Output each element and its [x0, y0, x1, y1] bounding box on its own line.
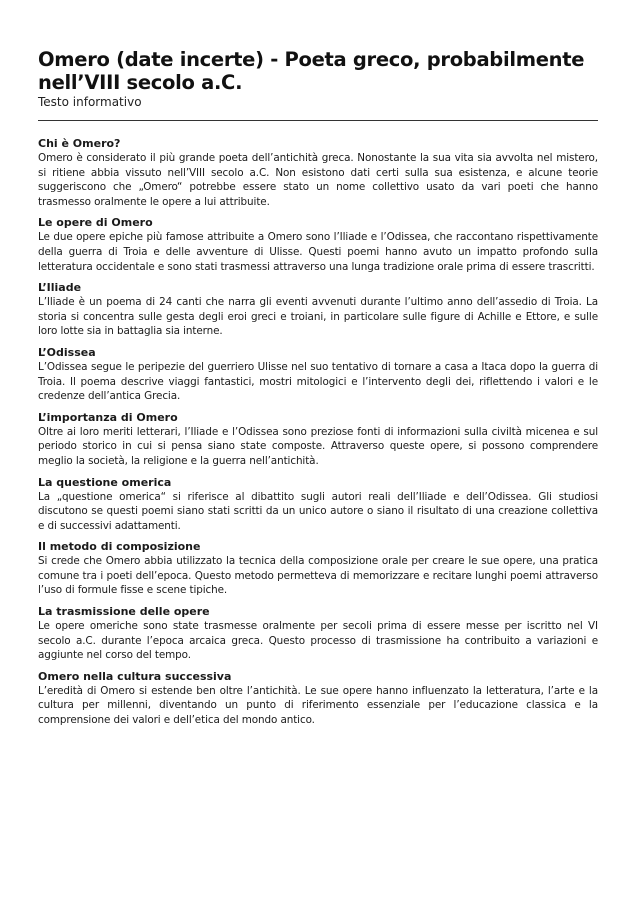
section-heading: L’importanza di Omero [38, 410, 178, 424]
section-heading: La questione omerica [38, 475, 172, 489]
section-paragraph: L’Odissea segue le peripezie del guerriero Ulisse nel suo tentativo di tornare a casa a Itaca dopo la guerra di Troia. Il poema descrive viaggi fantastici, mostri mitologici e l’intervento degli dei, riflettendo i valori e le credenze dell’antica Grecia. [38, 360, 598, 403]
section-paragraph: Omero è considerato il più grande poeta dell’antichità greca. Nonostante la sua vita sia avvolta nel mistero, si ritiene abbia vissuto nell’VIII secolo a.C. Non esistono dati certi sulla sua esistenza, e alcune teorie suggeriscono che „Omero“ potrebbe essere stato un nome collettivo usato da vari poeti che hanno trasmesso oralmente le opere a lui attribuite. [38, 152, 598, 208]
section-cultura-successiva [38, 670, 598, 728]
section-paragraph: Le opere omeriche sono state trasmesse oralmente per secoli prima di essere messe per iscritto nel VI secolo a.C. durante l’epoca arcaica greca. Questo processo di trasmissione ha contribuito a variazioni e aggiunte nel corso del tempo. [38, 620, 598, 662]
section-paragraph: L’Iliade è un poema di 24 canti che narra gli eventi avvenuti durante l’ultimo anno dell’assedio di Troia. La storia si concentra sulle gesta degli eroi greci e troiani, in particolare sulle figure di Achille e Ettore, e sulle loro lotte sia in battaglia sia interne. [38, 296, 598, 338]
section-trasmissione [38, 605, 598, 663]
section-importanza [38, 411, 598, 469]
page-subtitle: Testo informativo [38, 95, 142, 109]
section-iliade [38, 281, 598, 339]
section-paragraph: Le due opere epiche più famose attribuite a Omero sono l’Iliade e l’Odissea, che raccontano rispettivamente della guerra di Troia e delle avventure di Ulisse. Questi poemi hanno avuto un impatto profondo sulla letteratura occidentale e sono stati trasmessi attraverso una lunga tradizione orale prima di essere trascritti. [38, 231, 598, 273]
section-paragraph: L’eredità di Omero si estende ben oltre l’antichità. Le sue opere hanno influenzato la letteratura, l’arte e la cultura per millenni, diventando un punto di riferimento essenziale per l’educazione classica e la comprensione dei valori e dell’etica del mondo antico. [38, 684, 598, 727]
section-chi-e-omero [38, 137, 598, 209]
sections-container [38, 137, 598, 728]
section-odissea [38, 346, 598, 404]
section-heading: Omero nella cultura successiva [38, 669, 232, 683]
section-heading: La trasmissione delle opere [38, 605, 210, 619]
section-paragraph: La „questione omerica“ si riferisce al dibattito sugli autori reali dell’Iliade e dell’Odissea. Gli studiosi discutono se questi poemi siano stati scritti da un unico autore o siano il risultato di una creazione collettiva e di successivi adattamenti. [38, 490, 598, 532]
section-heading: Il metodo di composizione [38, 540, 201, 554]
section-paragraph: Si crede che Omero abbia utilizzato la tecnica della composizione orale per creare le sue opere, una pratica comune tra i poeti dell’epoca. Questo metodo permetteva di memorizzare e recitare lunghi poemi attraverso l’uso di formule fisse e scene tipiche. [38, 555, 598, 597]
section-heading: Le opere di Omero [38, 216, 153, 230]
document-page [38, 48, 598, 735]
title-divider [38, 120, 598, 121]
section-paragraph: Oltre ai loro meriti letterari, l’Iliade e l’Odissea sono preziose fonti di informazioni sulla civiltà micenea e sul periodo storico in cui si pensa siano state composte. Attraverso queste opere, si possono comprendere meglio la società, la religione e la guerra nell’antichità. [38, 425, 598, 467]
page-title: Omero (date incerte) - Poeta greco, probabilmente nell’VIII secolo a.C. [38, 48, 585, 94]
section-heading: L’Iliade [38, 281, 82, 295]
section-questione-omerica [38, 476, 598, 534]
section-heading: L’Odissea [38, 345, 96, 359]
section-metodo-composizione [38, 540, 598, 598]
section-opere-di-omero [38, 216, 598, 274]
section-heading: Chi è Omero? [38, 137, 121, 150]
